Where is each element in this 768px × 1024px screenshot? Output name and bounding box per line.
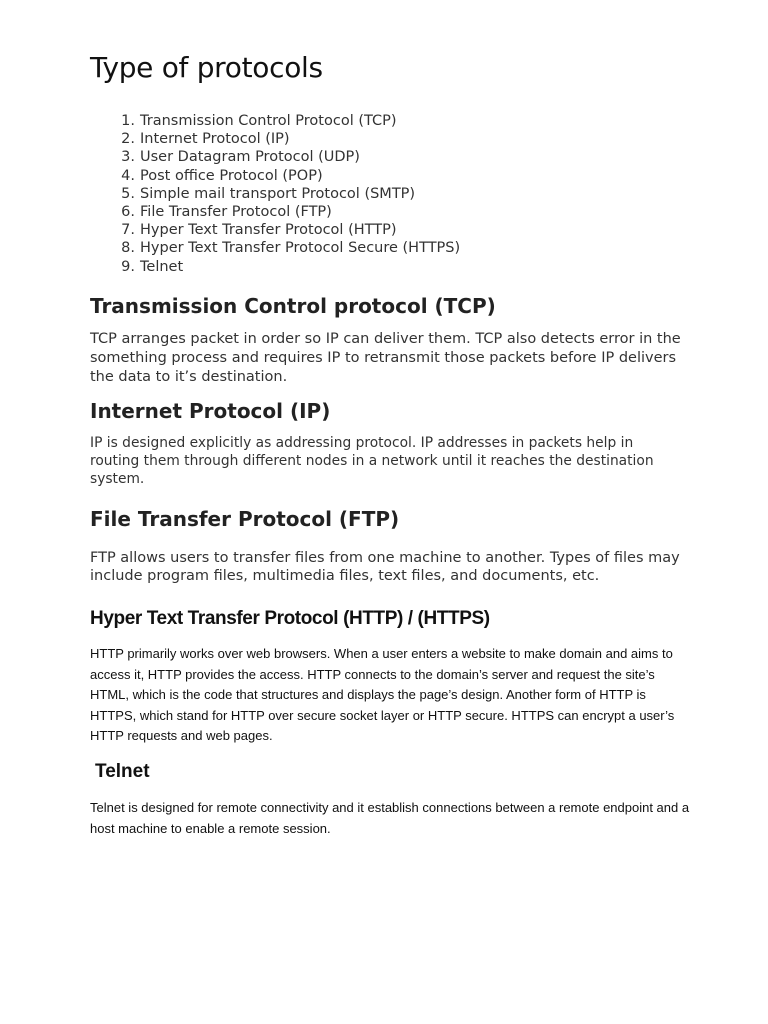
section-heading-ftp: File Transfer Protocol (FTP)	[90, 507, 400, 531]
list-item-label: User Datagram Protocol (UDP)	[140, 149, 360, 166]
list-item: 9. Telnet	[121, 258, 184, 275]
section-body-telnet: Telnet is designed for remote connectivity and it establish connections between a remote endpoint and a host machine to enable a remote session.	[90, 800, 690, 836]
section-body-ftp: FTP allows users to transfer files from one machine to another. Types of files may include program files, multimedia files, text files, and documents, etc.	[90, 550, 680, 584]
section-body-ip: IP is designed explicitly as addressing protocol. IP addresses in packets help in routing them through different nodes in a network until it reaches the destination system.	[90, 435, 654, 487]
list-item: 4. Post office Protocol (POP)	[121, 167, 323, 184]
list-item-label: Telnet	[140, 258, 184, 275]
protocol-list	[90, 112, 460, 276]
list-item: 2. Internet Protocol (IP)	[121, 131, 290, 148]
section-heading-tcp: Transmission Control protocol (TCP)	[90, 294, 496, 318]
list-item: 3. User Datagram Protocol (UDP)	[121, 149, 360, 166]
list-item-label: Internet Protocol (IP)	[140, 131, 290, 148]
list-item: 6. File Transfer Protocol (FTP)	[121, 203, 332, 220]
list-item-label: Hyper Text Transfer Protocol Secure (HTTPS)	[140, 240, 461, 257]
list-item: 5. Simple mail transport Protocol (SMTP)	[121, 185, 416, 202]
section-heading-ip: Internet Protocol (IP)	[90, 399, 331, 423]
list-item: 8. Hyper Text Transfer Protocol Secure (HTTPS)	[121, 240, 461, 257]
page-title: Type of protocols	[90, 51, 323, 84]
list-item-label: File Transfer Protocol (FTP)	[140, 203, 332, 220]
section-body-tcp: TCP arranges packet in order so IP can deliver them. TCP also detects error in the something process and requires IP to retransmit those packets before IP delivers the data to it’s destination.	[90, 331, 681, 385]
section-heading-telnet: Telnet	[95, 761, 150, 782]
list-item-label: Post office Protocol (POP)	[140, 167, 323, 184]
list-item: 7. Hyper Text Transfer Protocol (HTTP)	[121, 222, 397, 239]
section-body-http: HTTP primarily works over web browsers. When a user enters a website to make domain and aims to access it, HTTP provides the access. HTTP connects to the domain’s server and request the site’s HTML, which is the code that structures and displays the page’s design. Another form of HTTP is HTTPS, which stand for HTTP over secure socket layer or HTTP secure. HTTPS can encrypt a user’s HTTP requests and web pages.	[90, 646, 675, 743]
list-item-label: Hyper Text Transfer Protocol (HTTP)	[140, 222, 397, 239]
list-item: 1. Transmission Control Protocol (TCP)	[121, 113, 397, 129]
list-item-label: Simple mail transport Protocol (SMTP)	[140, 185, 416, 202]
section-heading-http: Hyper Text Transfer Protocol (HTTP) / (HTTPS)	[90, 608, 490, 629]
list-item-label: Transmission Control Protocol (TCP)	[140, 113, 397, 129]
